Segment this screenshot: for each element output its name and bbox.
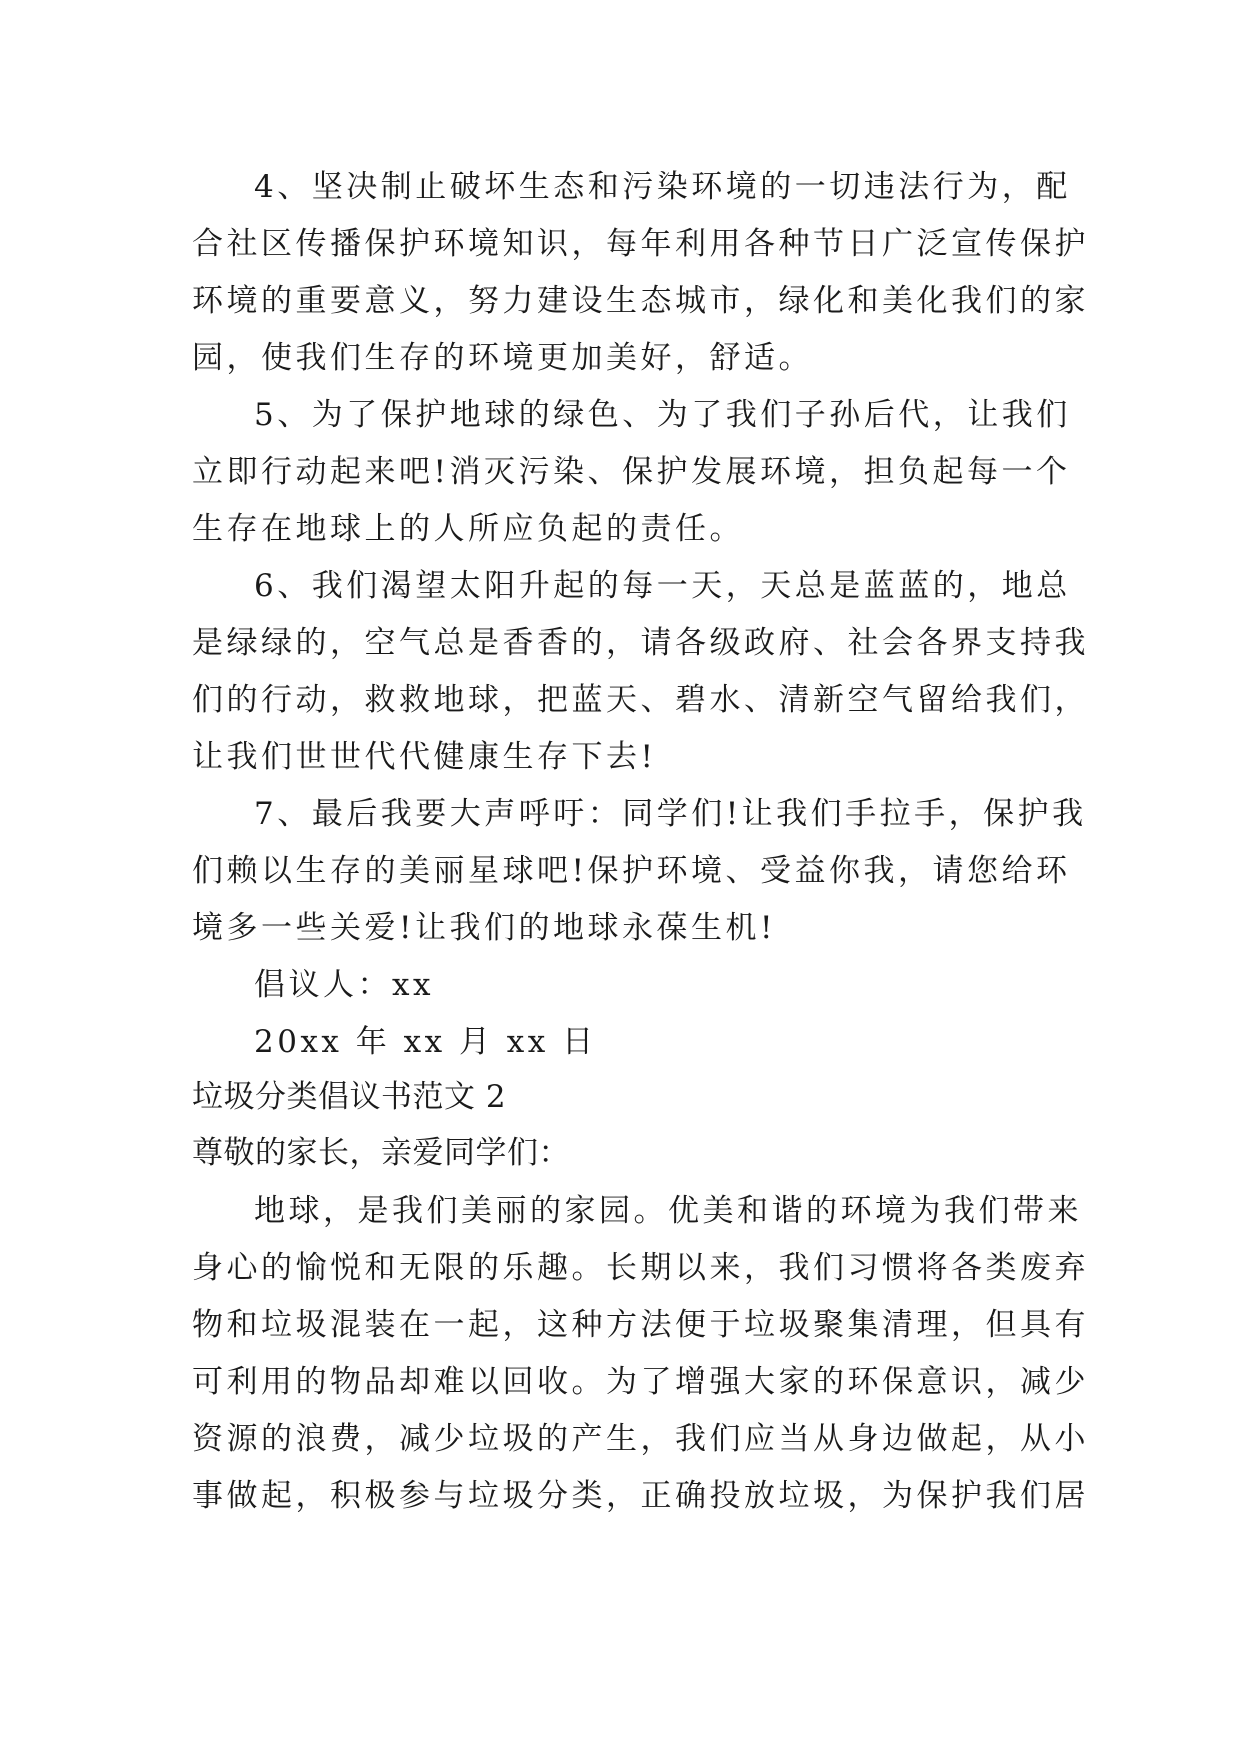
section-2-body-line-1: 地球，是我们美丽的家园。优美和谐的环境为我们带来: [254, 1193, 1082, 1229]
paragraph-7-line-3: 境多一些关爱!让我们的地球永葆生机!: [192, 910, 776, 946]
paragraph-5-line-2: 立即行动起来吧!消灭污染、保护发展环境，担负起每一个: [192, 454, 1071, 490]
paragraph-5-line-3: 生存在地球上的人所应负起的责任。: [192, 511, 744, 547]
paragraph-6-line-4: 让我们世世代代健康生存下去!: [192, 739, 657, 775]
section-2-body-line-5: 资源的浪费，减少垃圾的产生，我们应当从身边做起，从小: [192, 1421, 1089, 1457]
paragraph-7-line-2: 们赖以生存的美丽星球吧!保护环境、受益你我，请您给环: [192, 853, 1071, 889]
signature-date: 20xx 年 xx 月 xx 日: [254, 1024, 597, 1060]
paragraph-4-line-1: 4、坚决制止破坏生态和污染环境的一切违法行为，配: [254, 169, 1071, 205]
paragraph-4-line-4: 园，使我们生存的环境更加美好，舒适。: [192, 340, 813, 376]
paragraph-5-line-1: 5、为了保护地球的绿色、为了我们子孙后代，让我们: [254, 397, 1071, 433]
salutation: 尊敬的家长，亲爱同学们：: [192, 1135, 570, 1171]
proposer-signature: 倡议人：xx: [254, 967, 434, 1003]
section-2-body-line-2: 身心的愉悦和无限的乐趣。长期以来，我们习惯将各类废弃: [192, 1250, 1089, 1286]
paragraph-4-line-2: 合社区传播保护环境知识，每年利用各种节日广泛宣传保护: [192, 226, 1089, 262]
paragraph-6-line-3: 们的行动，救救地球，把蓝天、碧水、清新空气留给我们，: [192, 682, 1089, 718]
section-2-body-line-6: 事做起，积极参与垃圾分类，正确投放垃圾，为保护我们居: [192, 1478, 1089, 1514]
section-2-body-line-4: 可利用的物品却难以回收。为了增强大家的环保意识，减少: [192, 1364, 1089, 1400]
paragraph-4-line-3: 环境的重要意义，努力建设生态城市，绿化和美化我们的家: [192, 283, 1089, 319]
paragraph-6-line-1: 6、我们渴望太阳升起的每一天，天总是蓝蓝的，地总: [254, 568, 1071, 604]
paragraph-6-line-2: 是绿绿的，空气总是香香的，请各级政府、社会各界支持我: [192, 625, 1089, 661]
paragraph-7-line-1: 7、最后我要大声呼吁：同学们!让我们手拉手，保护我: [254, 796, 1087, 832]
section-2-title: 垃圾分类倡议书范文 2: [192, 1079, 507, 1115]
section-2-body-line-3: 物和垃圾混装在一起，这种方法便于垃圾聚集清理，但具有: [192, 1307, 1089, 1343]
